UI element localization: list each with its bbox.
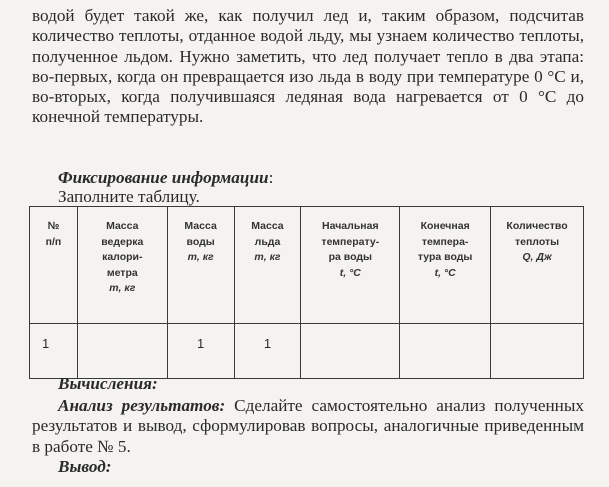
analysis-text: Сделайте самостоятельно анализ полученных результатов и вывод, сформулировав вопросы, аналогичные приведенным в работе № 5. <box>32 396 584 456</box>
fix-heading <box>58 168 273 188</box>
calc-heading <box>58 374 158 394</box>
analysis-paragraph <box>32 396 584 457</box>
calc-label: Вычисления: <box>58 374 158 393</box>
fill-table-instruction: Заполните таблицу. <box>58 187 200 206</box>
table-cell[interactable] <box>77 324 167 379</box>
fix-punct: : <box>268 168 274 187</box>
fix-label: Фиксирование информации <box>58 168 269 187</box>
conclusion-heading <box>58 457 111 477</box>
header-unit: t, °C <box>339 266 361 279</box>
data-table <box>29 206 584 379</box>
header-unit: m, кг <box>187 251 214 263</box>
table-cell[interactable]: 1 <box>234 324 301 379</box>
header-label: Количество теплоты <box>506 220 568 248</box>
header-label: Масса льда <box>251 220 284 248</box>
header-cell-initial-temp <box>301 207 400 324</box>
table-cell[interactable]: 1 <box>30 324 78 379</box>
header-cell-number <box>30 207 78 324</box>
header-unit: m, кг <box>254 251 281 263</box>
header-cell-ice-mass <box>234 207 301 324</box>
intro-paragraph: водой будет такой же, как получил лед и, таким образом, подсчитав количество теплоты, отданное водой льду, мы узнаем количество теплоты, полученное льдом. Нужно заметить, что лед получает тепло в два этапа: во-первых, когда он превращается изо льда в воду при температуре 0 °C и, во-вторых, когда получившаяся ледяная вода нагревается от 0 °C до конечной температуры. <box>32 6 584 127</box>
table-cell[interactable]: 1 <box>167 324 234 379</box>
table-row <box>30 324 584 379</box>
conclusion-label: Вывод: <box>58 457 112 476</box>
header-label: Масса воды <box>184 220 217 248</box>
header-label: Начальная температу- ра воды <box>321 220 380 263</box>
analysis-label: Анализ результатов: <box>58 396 226 415</box>
header-cell-final-temp <box>400 207 491 324</box>
header-cell-calorimeter-mass <box>77 207 167 324</box>
table-cell[interactable] <box>491 324 584 379</box>
table-cell[interactable] <box>400 324 491 379</box>
header-label: Конечная темпера- тура воды <box>417 220 473 263</box>
header-unit: m, кг <box>109 282 136 294</box>
table-cell[interactable] <box>301 324 400 379</box>
header-unit: t, °C <box>434 266 456 279</box>
header-cell-water-mass <box>167 207 234 324</box>
header-label: № п/п <box>45 220 62 248</box>
header-label: Масса ведерка калори- метра <box>101 220 144 279</box>
header-cell-heat-quantity <box>491 207 584 324</box>
table-header-row <box>30 207 584 324</box>
header-unit: Q, Дж <box>522 251 552 263</box>
